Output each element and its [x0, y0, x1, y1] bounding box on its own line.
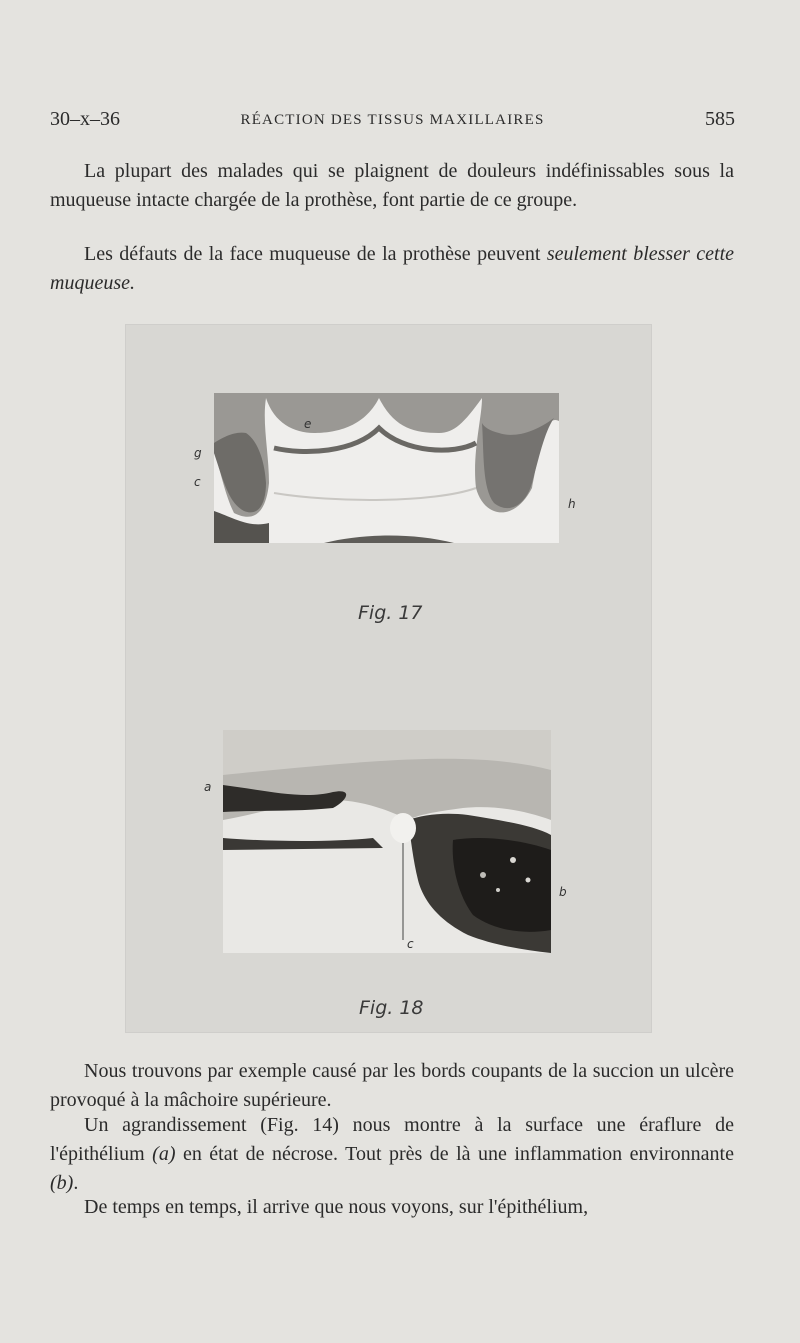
page-number: 585 — [705, 108, 735, 130]
paragraph-4-ref-a: (a) — [152, 1143, 176, 1165]
figure-18-caption: Fig. 18 — [359, 997, 424, 1019]
paragraph-1: La plupart des malades qui se plaignent de douleurs indéfinissables sous la muqueuse intacte chargée de la prothèse, font partie de ce groupe. — [50, 160, 734, 211]
paragraph-3: Nous trouvons par exemple causé par les bords coupants de la succion un ulcère provoqué à la mâchoire supérieure. — [50, 1060, 734, 1111]
fig18-label-b: b — [559, 885, 567, 899]
fig17-label-c: c — [194, 475, 201, 489]
header-title: RÉACTION DES TISSUS MAXILLAIRES — [240, 112, 545, 128]
paragraph-4-part1: Un agrandissement (Fig. 14) nous montre à la surface une éraflure de l'épithélium — [50, 1114, 734, 1165]
running-header — [50, 108, 735, 136]
paragraph-4 — [50, 1111, 734, 1198]
fig18-label-a: a — [204, 780, 212, 794]
paragraph-2-emphasis: seulement blesser cette muqueuse. — [50, 243, 735, 294]
figure-17-caption: Fig. 17 — [358, 602, 423, 624]
paragraph-4-ref-b: (b) — [50, 1172, 74, 1194]
paragraph-4-part2: en état de nécrose. Tout près de là une inflammation environnante — [175, 1143, 734, 1165]
figure-plate — [125, 324, 652, 1033]
fig17-label-g: g — [194, 446, 202, 460]
figure-18-photo — [223, 730, 551, 953]
paragraph-5: De temps en temps, il arrive que nous voyons, sur l'épithélium, — [84, 1196, 589, 1218]
paragraph-2-text: Les défauts de la face muqueuse de la prothèse peuvent — [84, 243, 547, 265]
paragraph-2 — [50, 240, 734, 298]
fig18-label-c: c — [407, 937, 414, 951]
fig17-label-h: h — [568, 497, 576, 511]
header-date: 30–x–36 — [50, 108, 120, 130]
fig17-label-e: e — [304, 417, 312, 431]
figure-17-photo — [214, 393, 559, 543]
paragraph-4-part3: . — [73, 1172, 79, 1194]
